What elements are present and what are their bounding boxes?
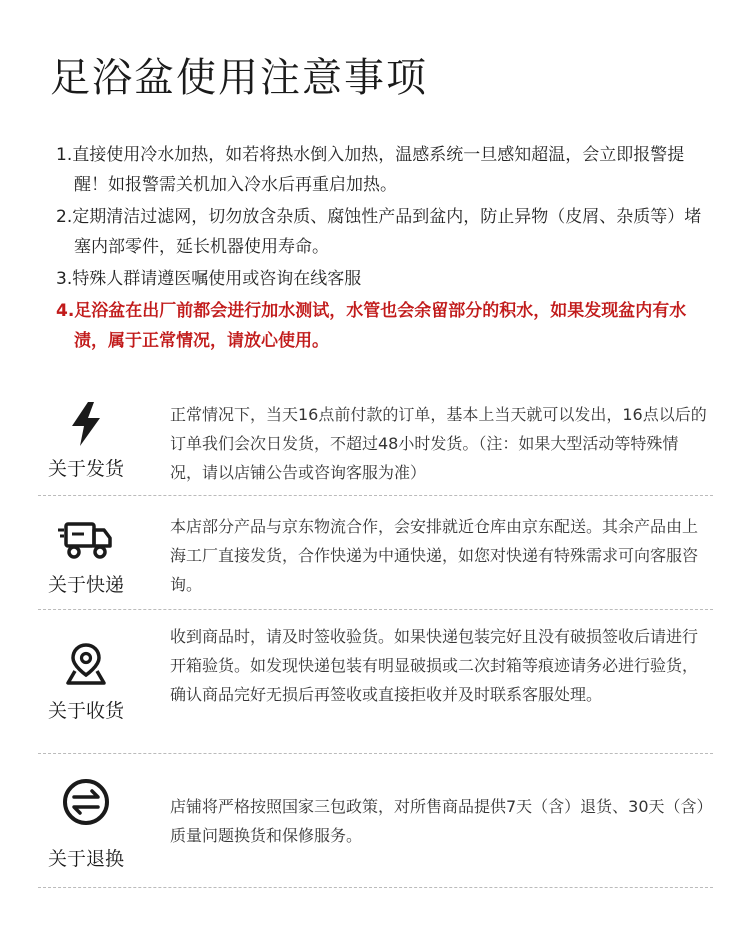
section-courier [38, 496, 713, 610]
section-label: 关于退换 [47, 848, 124, 870]
map-pin-icon [38, 640, 134, 688]
section-text: 正常情况下，当天16点前付款的订单，基本上当天就可以发出，16点以后的订单我们会次日发货，不超过48小时发货。（注：如果大型活动等特殊情况，请以店铺公告或咨询客服为准） [170, 405, 707, 482]
section-text: 店铺将严格按照国家三包政策，对所售商品提供7天（含）退货、30天（含）质量问题换货和保修服务。 [170, 797, 705, 845]
section-label: 关于快递 [47, 574, 124, 596]
note-item-highlight: 4.足浴盆在出厂前都会进行加水测试，水管也会余留部分的积水，如果发现盆内有水渍，属于正常情况，请放心使用。 [56, 301, 687, 351]
exchange-arrows-icon [38, 778, 134, 826]
section-label: 关于发货 [47, 458, 124, 480]
note-item: 3.特殊人群请遵医嘱使用或咨询在线客服 [56, 269, 362, 289]
section-returns [38, 754, 713, 888]
notes-list [52, 140, 712, 358]
note-item: 1.直接使用冷水加热，如若将热水倒入加热，温感系统一旦感知超温，会立即报警提醒！如报警需关机加入冷水后再重启加热。 [56, 145, 685, 195]
section-label: 关于收货 [47, 700, 124, 722]
page-title: 足浴盆使用注意事项 [50, 55, 428, 101]
section-text: 收到商品时，请及时签收验货。如果快递包装完好且没有破损签收后请进行开箱验货。如发现快递包装有明显破损或二次封箱等痕迹请务必进行验货，确认商品完好无损后再签收或直接拒收并及时联系客服处理。 [170, 627, 699, 704]
section-receiving [38, 610, 713, 754]
lightning-icon [38, 400, 134, 448]
section-text: 本店部分产品与京东物流合作，会安排就近仓库由京东配送。其余产品由上海工厂直接发货，合作快递为中通快递，如您对快递有特殊需求可向客服咨询。 [170, 517, 699, 594]
divider [38, 887, 713, 888]
section-shipping [38, 388, 713, 496]
delivery-truck-icon [38, 516, 134, 564]
note-item: 2.定期清洁过滤网，切勿放含杂质、腐蚀性产品到盆内，防止异物（皮屑、杂质等）堵塞内部零件，延长机器使用寿命。 [56, 207, 702, 257]
